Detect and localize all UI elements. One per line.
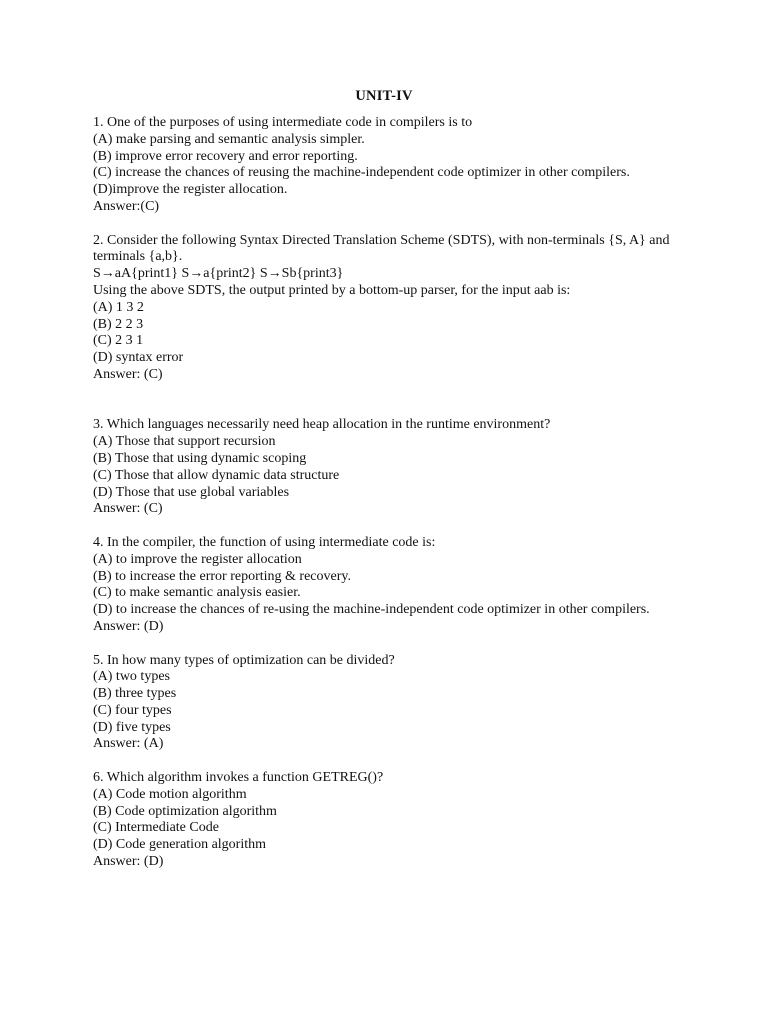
option-d: (D) Those that use global variables [93,484,290,500]
option-a: (A) 1 3 2 [93,299,144,315]
option-b: (B) 2 2 3 [93,316,144,332]
question-prompt: 2. Consider the following Syntax Directed Translation Scheme (SDTS), with non-terminals {S, A} and terminals {a,b}. [93,232,670,265]
answer: Answer: (D) [93,854,164,870]
option-a: (A) two types [93,669,170,685]
option-d: (D) five types [93,719,171,735]
option-d: (D) to increase the chances of re-using the machine-independent code optimizer in other compilers. [93,602,650,618]
grammar-rules: S→aA{print1} S→a{print2} S→Sb{print3} [93,266,344,282]
answer: Answer: (A) [93,736,164,752]
option-c: (C) increase the chances of reusing the machine-independent code optimizer in other compilers. [93,165,630,181]
question-subprompt: Using the above SDTS, the output printed by a bottom-up parser, for the input aab is: [93,282,571,298]
question-1 [93,115,683,216]
answer: Answer: (D) [93,618,164,634]
option-a: (A) Code motion algorithm [93,786,247,802]
question-4 [93,535,683,636]
answer: Answer: (C) [93,501,163,517]
option-b: (B) three types [93,686,177,702]
option-c: (C) 2 3 1 [93,333,144,349]
question-prompt: 3. Which languages necessarily need heap allocation in the runtime environment? [93,417,551,433]
question-3 [93,417,683,518]
option-a: (A) to improve the register allocation [93,551,302,567]
option-b: (B) Those that using dynamic scoping [93,450,307,466]
option-b: (B) improve error recovery and error reporting. [93,148,358,164]
answer: Answer:(C) [93,198,160,214]
option-c: (C) Intermediate Code [93,820,219,836]
unit-title: UNIT-IV [355,88,413,104]
option-c: (C) to make semantic analysis easier. [93,585,301,601]
option-a: (A) make parsing and semantic analysis simpler. [93,131,365,147]
question-prompt: 5. In how many types of optimization can be divided? [93,652,395,668]
option-c: (C) four types [93,702,172,718]
question-list [93,115,683,871]
option-a: (A) Those that support recursion [93,434,276,450]
question-2 [93,233,683,384]
option-b: (B) Code optimization algorithm [93,803,277,819]
answer: Answer: (C) [93,366,163,382]
question-5 [93,653,683,754]
option-d: (D) Code generation algorithm [93,837,267,853]
option-d: (D)improve the register allocation. [93,182,288,198]
question-prompt: 1. One of the purposes of using intermediate code in compilers is to [93,115,473,130]
option-c: (C) Those that allow dynamic data structure [93,467,340,483]
option-b: (B) to increase the error reporting & recovery. [93,568,351,584]
question-prompt: 4. In the compiler, the function of using intermediate code is: [93,534,436,550]
question-prompt: 6. Which algorithm invokes a function GETREG()? [93,770,384,786]
question-6 [93,770,683,871]
option-d: (D) syntax error [93,350,184,366]
